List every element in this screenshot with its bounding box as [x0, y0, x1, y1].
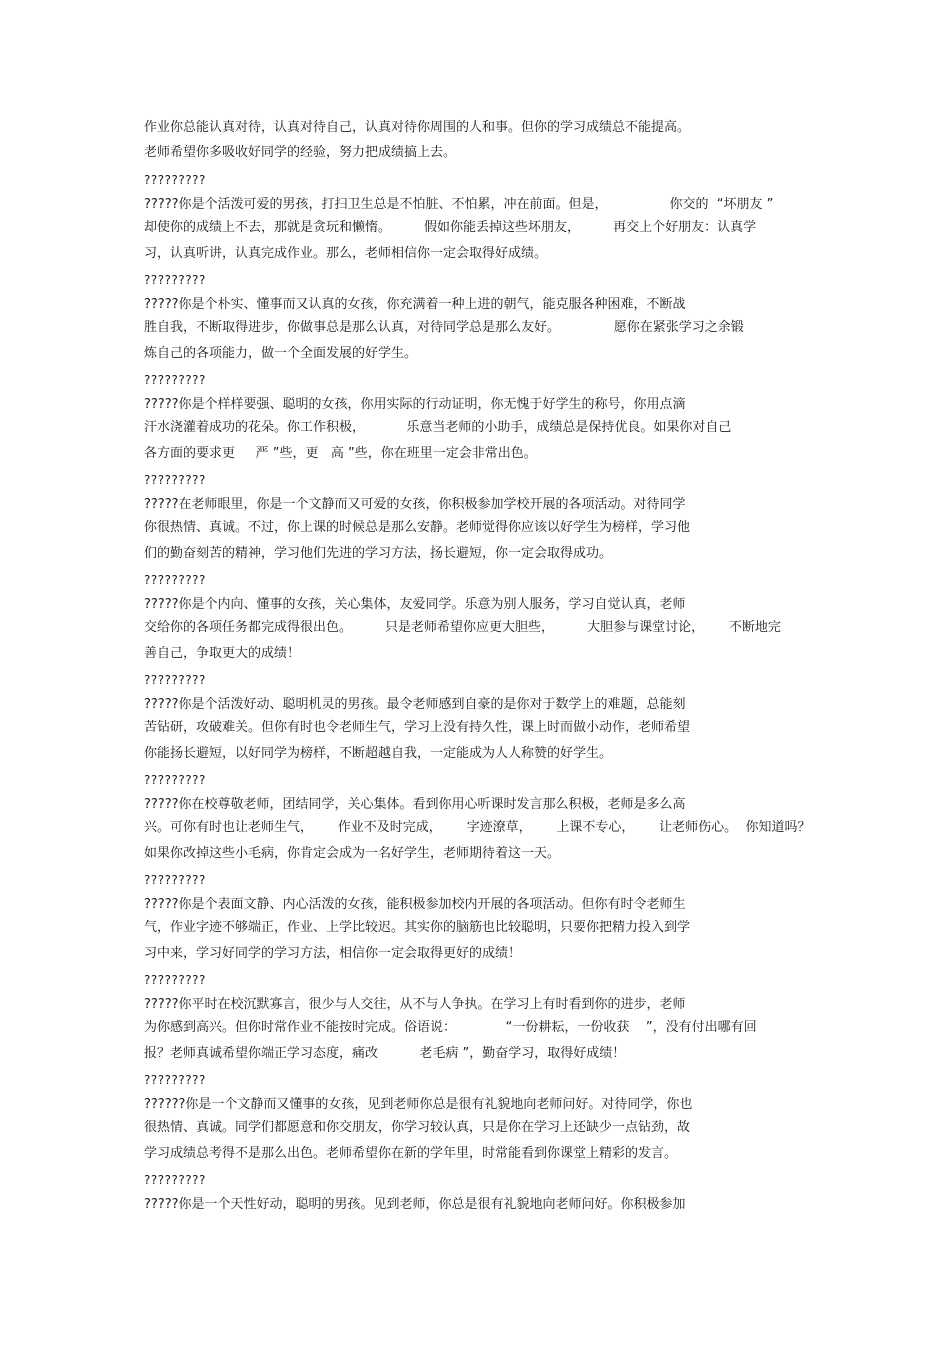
text-line: 学习成绩总考得不是那么出色。老师希望你在新的学年里，时常能看到你课堂上精彩的发言。	[144, 1146, 678, 1161]
separator-line: ?????????	[144, 973, 206, 987]
text-line: 为你感到高兴。但你时常作业不能按时完成。俗语说： “一份耕耘，一份收获 ”，没有付出哪有回	[144, 1020, 757, 1035]
text-line: 你很热情、真诚。不过，你上课的时候总是那么安静。老师觉得你应该以好学生为榜样，学习他	[144, 520, 691, 535]
text-line: ?????你在校尊敬老师，团结同学，关心集体。看到你用心听课时发言那么积极，老师是多么高	[144, 797, 686, 812]
separator-line: ?????????	[144, 673, 206, 687]
text-line: ?????你是个表面文静、内心活泼的女孩，能积极参加校内开展的各项活动。但你有时令老师生	[144, 897, 686, 912]
text-line: 各方面的要求更 严 ”些，更 高 ”些，你在班里一定会非常出色。	[144, 446, 537, 461]
text-line: 苦钻研，攻破难关。但你有时也令老师生气，学习上没有持久性，课上时而做小动作，老师希望	[144, 720, 691, 735]
text-line: 气，作业字迹不够端正，作业、上学比较迟。其实你的脑筋也比较聪明，只要你把精力投入到学	[144, 920, 691, 935]
separator-line: ?????????	[144, 1173, 206, 1187]
text-line: 很热情、真诚。同学们都愿意和你交朋友，你学习较认真，只是你在学习上还缺少一点钻劲，故	[144, 1120, 691, 1135]
text-line: ?????你是一个天性好动，聪明的男孩。见到老师，你总是很有礼貌地向老师问好。你积极参加	[144, 1197, 686, 1212]
text-line: 你能扬长避短，以好同学为榜样，不断超越自我，一定能成为人人称赞的好学生。	[144, 746, 613, 761]
separator-line: ?????????	[144, 1073, 206, 1087]
separator-line: ?????????	[144, 173, 206, 187]
separator-line: ?????????	[144, 573, 206, 587]
text-line: 汗水浇灌着成功的花朵。你工作积极， 乐意当老师的小助手，成绩总是保持优良。如果你对自己	[144, 420, 732, 435]
text-line: 却使你的成绩上不去，那就是贪玩和懒惰。 假如你能丢掉这些坏朋友， 再交上个好朋友：认真学	[144, 220, 757, 235]
text-line: 老师希望你多吸收好同学的经验，努力把成绩搞上去。	[144, 145, 457, 160]
separator-line: ?????????	[144, 473, 206, 487]
separator-line: ?????????	[144, 773, 206, 787]
separator-line: ?????????	[144, 873, 206, 887]
text-line: ?????在老师眼里，你是一个文静而又可爱的女孩，你积极参加学校开展的各项活动。对待同学	[144, 497, 686, 512]
text-line: 习，认真听讲，认真完成作业。那么，老师相信你一定会取得好成绩。	[144, 246, 548, 261]
text-line: ?????你是个内向、懂事的女孩，关心集体，友爱同学。乐意为别人服务，学习自觉认真，老师	[144, 597, 686, 612]
text-line: 作业你总能认真对待，认真对待自己，认真对待你周围的人和事。但你的学习成绩总不能提高。	[144, 120, 691, 135]
text-line: 报？老师真诚希望你端正学习态度，痛改 老毛病 ”，勤奋学习，取得好成绩！	[144, 1046, 626, 1061]
text-line: 如果你改掉这些小毛病，你肯定会成为一名好学生，老师期待着这一天。	[144, 846, 561, 861]
text-line: ?????你平时在校沉默寡言，很少与人交往，从不与人争执。在学习上有时看到你的进步，老师	[144, 997, 686, 1012]
separator-line: ?????????	[144, 273, 206, 287]
text-line: 交给你的各项任务都完成得很出色。 只是老师希望你应更大胆些， 大胆参与课堂讨论， 不断地完	[144, 620, 781, 635]
text-line: 兴。可你有时也让老师生气， 作业不及时完成， 字迹潦草， 上课不专心， 让老师伤心。 你知道吗？	[144, 820, 811, 835]
text-line: 习中来，学习好同学的学习方法，相信你一定会取得更好的成绩！	[144, 946, 522, 961]
text-line: ?????你是个活泼好动、聪明机灵的男孩。最令老师感到自豪的是你对于数学上的难题，总能刻	[144, 697, 686, 712]
text-line: ?????你是个活泼可爱的男孩，打扫卫生总是不怕脏、不怕累，冲在前面。但是， 你交的 “坏朋友 ”	[144, 197, 774, 212]
separator-line: ?????????	[144, 373, 206, 387]
text-line: 胜自我，不断取得进步，你做事总是那么认真，对待同学总是那么友好。 愿你在紧张学习之余锻	[144, 320, 744, 335]
text-line: ??????你是一个文静而又懂事的女孩，见到老师你总是很有礼貌地向老师问好。对待同学，你也	[144, 1097, 693, 1112]
text-line: ?????你是个朴实、懂事而又认真的女孩，你充满着一种上进的朝气，能克服各种困难，不断战	[144, 297, 686, 312]
text-line: ?????你是个样样要强、聪明的女孩，你用实际的行动证明，你无愧于好学生的称号，你用点滴	[144, 397, 686, 412]
text-line: 们的勤奋刻苦的精神，学习他们先进的学习方法，扬长避短，你一定会取得成功。	[144, 546, 613, 561]
text-line: 炼自己的各项能力，做一个全面发展的好学生。	[144, 346, 418, 361]
text-line: 善自己，争取更大的成绩！	[144, 646, 301, 661]
